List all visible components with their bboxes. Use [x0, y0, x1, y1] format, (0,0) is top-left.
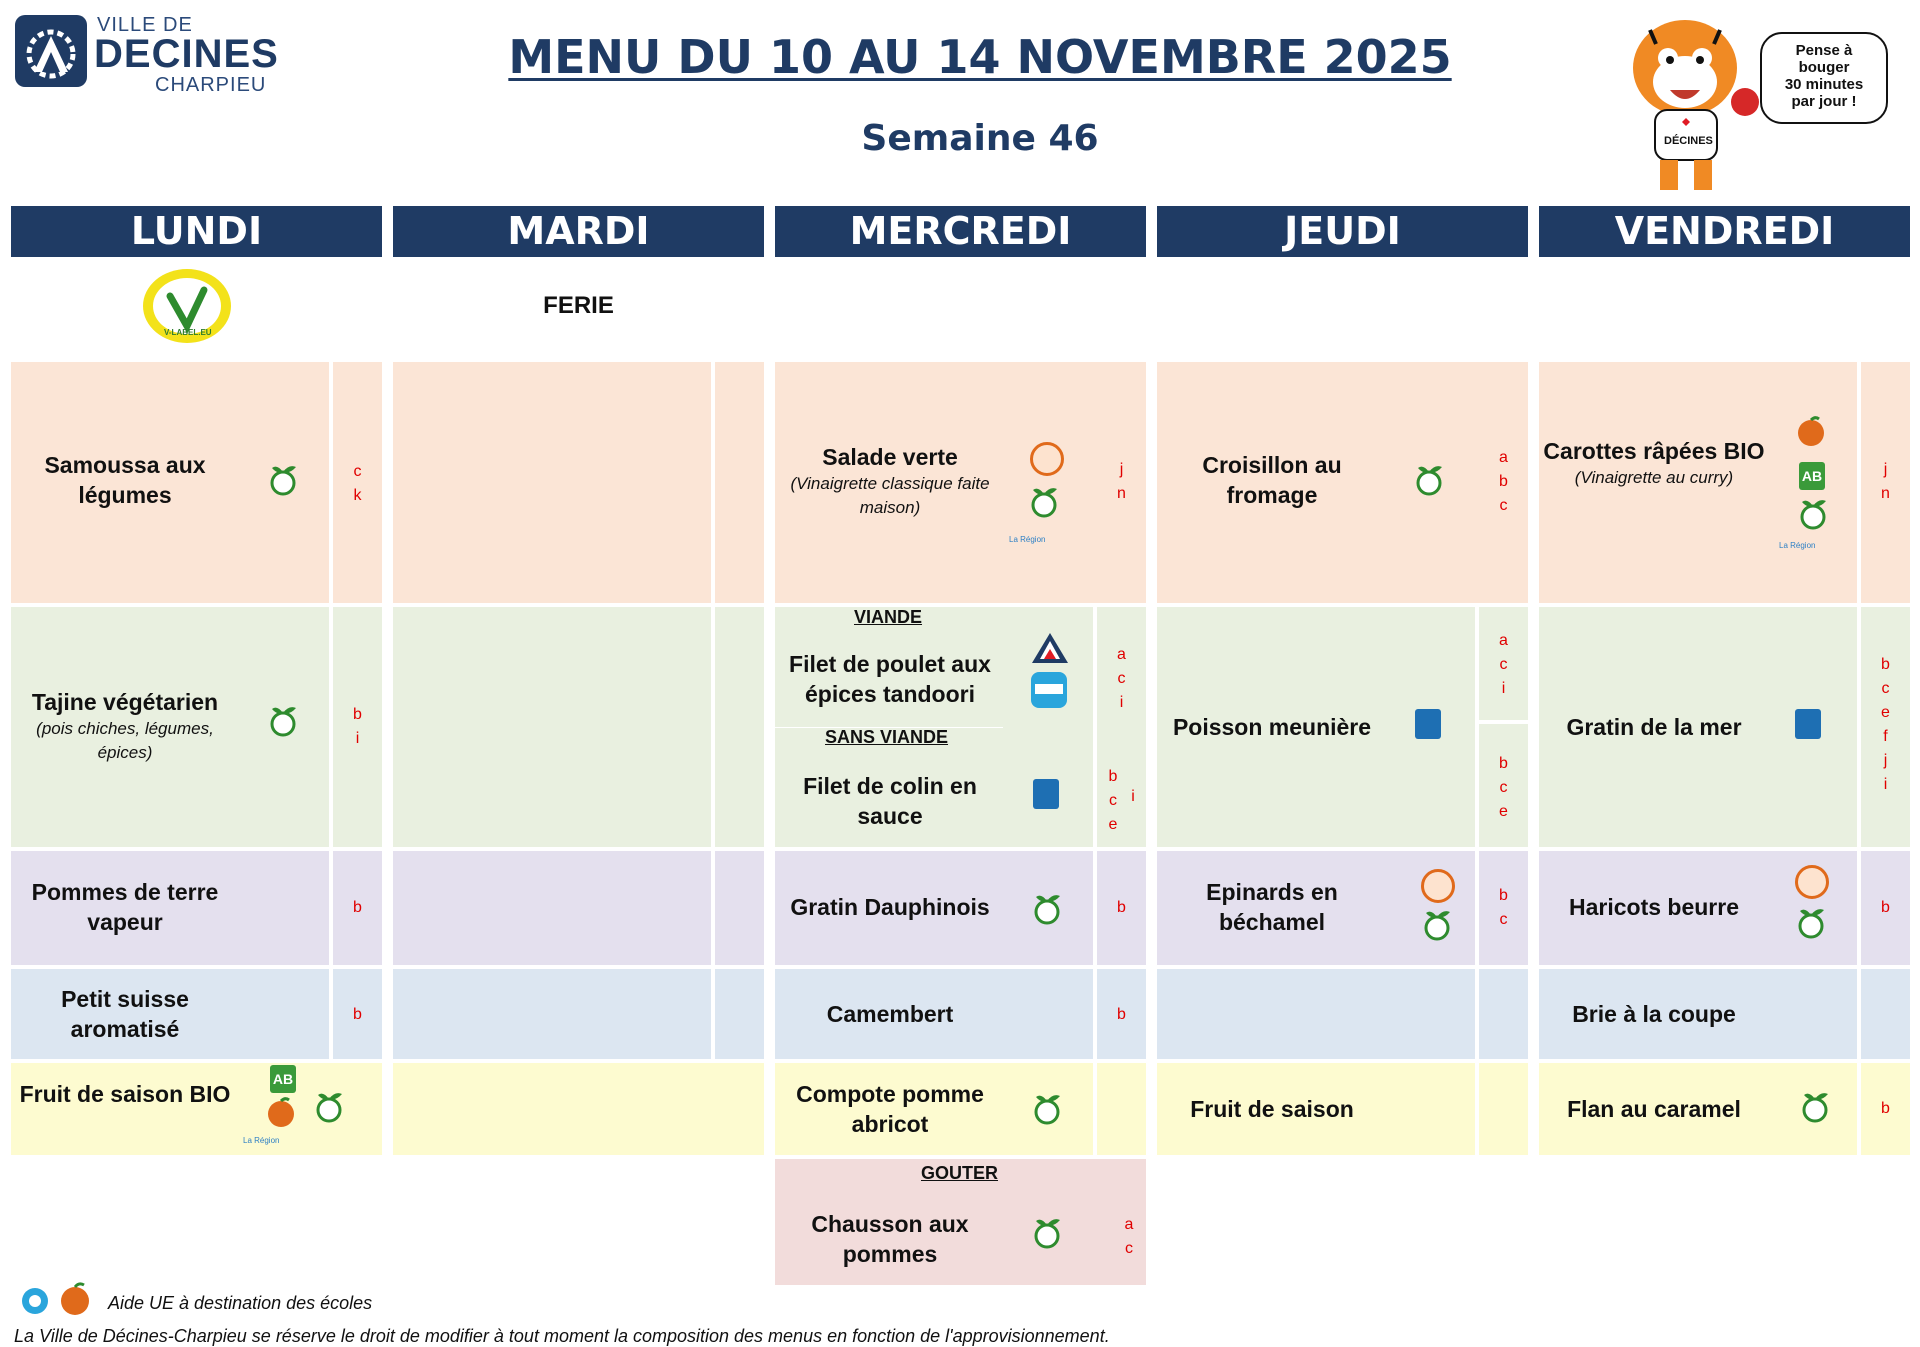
jeudi-entree-cell	[1157, 362, 1528, 603]
fruit-sprout-icon	[315, 1089, 345, 1128]
dish-title: Salade verte	[822, 444, 958, 470]
bleu-blanc-coeur-icon	[1029, 670, 1069, 715]
eu-school-scheme-icon	[265, 1097, 297, 1134]
allergen-codes: b c e	[1499, 755, 1508, 820]
french-poultry-icon	[1030, 631, 1070, 670]
mercredi-laitage-cell	[775, 969, 1093, 1059]
allergen-codes: b c	[1499, 887, 1508, 928]
lundi-plat-cell	[11, 607, 329, 847]
tiger-mascot	[1610, 10, 1900, 200]
allergen-codes: b	[353, 899, 362, 916]
mercredi-plat-cell	[775, 607, 1093, 847]
vendredi-entree-allergens-cell	[1861, 362, 1910, 603]
vendredi-plat-name: Gratin de la mer	[1566, 714, 1742, 740]
mercredi-dessert-cell	[775, 1063, 1093, 1155]
eu-milk-scheme-icon	[18, 1286, 52, 1321]
region-logo: La Région	[1009, 535, 1046, 544]
bubble-line: 30 minutes	[1784, 76, 1864, 93]
vendredi-dessert-allergens-cell	[1861, 1063, 1910, 1155]
vendredi-plat-cell	[1539, 607, 1857, 847]
mercredi-plat2-name: Filet de colin en sauce	[803, 773, 977, 829]
mardi-entree-allergens-cell	[715, 362, 764, 603]
fruit-sprout-icon	[1415, 462, 1445, 501]
mercredi-plat-allergens-cell	[1097, 607, 1146, 847]
msc-sustainable-fish-icon	[1795, 709, 1821, 739]
msc-sustainable-fish-icon	[1415, 709, 1441, 739]
vendredi-dessert-name: Flan au caramel	[1567, 1096, 1741, 1122]
mercredi-entree-cell	[775, 362, 1146, 603]
allergen-codes: b c e	[1108, 768, 1118, 833]
jeudi-accomp-allergens-cell	[1479, 851, 1528, 965]
jeudi-dessert-allergens-cell	[1479, 1063, 1528, 1155]
allergen-codes: b c e f j i	[1881, 656, 1890, 793]
allergen-codes: a b c	[1499, 449, 1508, 514]
footer-disclaimer: La Ville de Décines-Charpieu se réserve le droit de modifier à tout moment la composition des menus en fonction de l'approvisionnement.	[14, 1326, 1110, 1346]
jeudi-accomp-cell	[1157, 851, 1475, 965]
jeudi-plat-allergens-bottom-cell	[1479, 724, 1528, 847]
lundi-accomp-allergens-cell	[333, 851, 382, 965]
jeudi-accomp-name: Epinards en béchamel	[1206, 879, 1338, 935]
local-producer-icon	[1030, 442, 1064, 476]
jeudi-dessert-cell	[1157, 1063, 1475, 1155]
lundi-plat-name	[11, 687, 239, 765]
fruit-sprout-icon	[269, 703, 299, 742]
vendredi-entree-name	[1539, 436, 1769, 490]
sans-viande-label: SANS VIANDE	[825, 727, 949, 747]
vendredi-laitage-cell	[1539, 969, 1857, 1059]
lundi-laitage-cell	[11, 969, 329, 1059]
allergen-codes: a c	[1124, 1216, 1134, 1257]
gouter-label: GOUTER	[921, 1163, 999, 1183]
mardi-laitage-allergens-cell	[715, 969, 764, 1059]
bubble-line: bouger	[1798, 59, 1850, 76]
dish-detail: (Vinaigrette classique faite maison)	[790, 474, 990, 517]
allergen-codes: j n	[1881, 461, 1890, 502]
logo-line3: CHARPIEU	[155, 74, 267, 96]
vendredi-accomp-cell	[1539, 851, 1857, 965]
mascot-speech-bubble	[1760, 32, 1888, 124]
mercredi-gouter-name: Chausson aux pommes	[811, 1211, 969, 1267]
allergen-codes: b	[1881, 1100, 1890, 1117]
city-logo	[12, 12, 302, 96]
day-header-jeudi: JEUDI	[1157, 206, 1528, 257]
dish-title: Carottes râpées BIO	[1543, 438, 1765, 464]
lundi-entree-name: Samoussa aux légumes	[44, 452, 206, 508]
logo-line2: DECINES	[94, 32, 279, 76]
jeudi-entree-name: Croisillon au fromage	[1202, 452, 1342, 508]
region-logo: La Région	[243, 1136, 280, 1145]
day-header-lundi: LUNDI	[11, 206, 382, 257]
lundi-accomp-cell	[11, 851, 329, 965]
mercredi-accomp-cell	[775, 851, 1093, 965]
mardi-accomp-cell	[393, 851, 711, 965]
vendredi-accomp-name: Haricots beurre	[1568, 894, 1739, 920]
lundi-plat-allergens-cell	[333, 607, 382, 847]
mercredi-gouter-cell	[775, 1159, 1146, 1285]
allergen-codes: b	[1117, 1006, 1126, 1023]
mercredi-laitage-allergens-cell	[1097, 969, 1146, 1059]
region-logo: La Région	[1779, 541, 1816, 550]
fruit-sprout-icon	[1797, 905, 1827, 944]
fruit-sprout-icon	[1799, 496, 1829, 535]
vendredi-plat-allergens-cell	[1861, 607, 1910, 847]
dish-detail: (pois chiches, légumes, épices)	[36, 719, 214, 762]
mardi-dessert-cell	[393, 1063, 764, 1155]
mercredi-accomp-allergens-cell	[1097, 851, 1146, 965]
mercredi-dessert-name: Compote pomme abricot	[796, 1081, 984, 1137]
vendredi-entree-cell	[1539, 362, 1857, 603]
lundi-entree-allergens-cell	[333, 362, 382, 603]
vegetarian-label-badge	[142, 268, 232, 346]
organic-ab-icon: AB	[270, 1065, 296, 1093]
footer-aid-text: Aide UE à destination des écoles	[108, 1293, 373, 1313]
msc-sustainable-fish-icon	[1033, 779, 1059, 809]
lundi-accomp-name: Pommes de terre vapeur	[31, 879, 219, 935]
jeudi-plat-name: Poisson meunière	[1172, 714, 1372, 740]
lundi-laitage-name: Petit suisse aromatisé	[61, 986, 189, 1042]
city-crest-icon	[12, 12, 90, 90]
vendredi-dessert-cell	[1539, 1063, 1857, 1155]
lundi-entree-cell	[11, 362, 329, 603]
lundi-dessert-name: Fruit de saison BIO	[19, 1081, 231, 1107]
jeudi-laitage-allergens-cell	[1479, 969, 1528, 1059]
vendredi-accomp-allergens-cell	[1861, 851, 1910, 965]
bubble-line: par jour !	[1791, 93, 1857, 110]
mardi-plat-allergens-cell	[715, 607, 764, 847]
fruit-sprout-icon	[1801, 1089, 1831, 1128]
mardi-plat-cell	[393, 607, 711, 847]
tiger-icon	[1610, 10, 1770, 200]
mercredi-laitage-name: Camembert	[826, 1001, 954, 1027]
allergen-codes: a c i	[1117, 646, 1126, 711]
fruit-sprout-icon	[1033, 1091, 1063, 1130]
mascot-shirt-text: DÉCINES	[1664, 135, 1713, 147]
allergen-codes: a c i	[1499, 632, 1508, 697]
logo-line1: VILLE DE	[97, 14, 193, 36]
jeudi-laitage-cell	[1157, 969, 1475, 1059]
allergen-codes: i	[1131, 788, 1135, 805]
allergen-codes: c k	[353, 463, 362, 504]
page-title: MENU DU 10 AU 14 NOVEMBRE 2025	[508, 30, 1452, 84]
viande-label: VIANDE	[854, 607, 923, 627]
mardi-accomp-allergens-cell	[715, 851, 764, 965]
dish-detail: (Vinaigrette au curry)	[1574, 468, 1734, 487]
fruit-sprout-icon	[1423, 907, 1453, 946]
v-label-text: V-LABEL.EU	[164, 328, 212, 337]
fruit-sprout-icon	[1030, 484, 1060, 523]
jeudi-dessert-name: Fruit de saison	[1190, 1096, 1354, 1122]
vendredi-laitage-name: Brie à la coupe	[1572, 1001, 1736, 1027]
allergen-codes: b	[1881, 899, 1890, 916]
mercredi-entree-name	[775, 442, 1005, 520]
jeudi-plat-cell	[1157, 607, 1475, 847]
allergen-codes: b i	[353, 706, 362, 747]
mercredi-accomp-name: Gratin Dauphinois	[790, 894, 990, 920]
ferie-note: FERIE	[543, 292, 614, 319]
allergen-codes: b	[1117, 899, 1126, 916]
mercredi-dessert-allergens-cell	[1097, 1063, 1146, 1155]
vendredi-laitage-allergens-cell	[1861, 969, 1910, 1059]
lundi-laitage-allergens-cell	[333, 969, 382, 1059]
local-producer-icon	[1795, 865, 1829, 899]
allergen-codes: j n	[1117, 461, 1126, 502]
organic-ab-icon: AB	[1799, 462, 1825, 490]
jeudi-plat-allergens-top-cell	[1479, 607, 1528, 720]
eu-school-scheme-icon	[1795, 416, 1827, 453]
dish-title: Tajine végétarien	[31, 689, 219, 715]
fruit-sprout-icon	[269, 462, 299, 501]
mardi-laitage-cell	[393, 969, 711, 1059]
bubble-line: Pense à	[1795, 42, 1853, 59]
allergen-codes: b	[353, 1006, 362, 1023]
mercredi-plat-name: Filet de poulet aux épices tandoori	[789, 651, 991, 707]
day-header-vendredi: VENDREDI	[1539, 206, 1910, 257]
lundi-dessert-cell	[11, 1063, 382, 1155]
day-header-mardi: MARDI	[393, 206, 764, 257]
mardi-entree-cell	[393, 362, 711, 603]
fruit-sprout-icon	[1033, 1215, 1063, 1254]
local-producer-icon	[1421, 869, 1455, 903]
day-header-mercredi: MERCREDI	[775, 206, 1146, 257]
page-subtitle: Semaine 46	[861, 118, 1099, 159]
fruit-sprout-icon	[1033, 891, 1063, 930]
eu-fruit-scheme-icon	[58, 1282, 92, 1321]
